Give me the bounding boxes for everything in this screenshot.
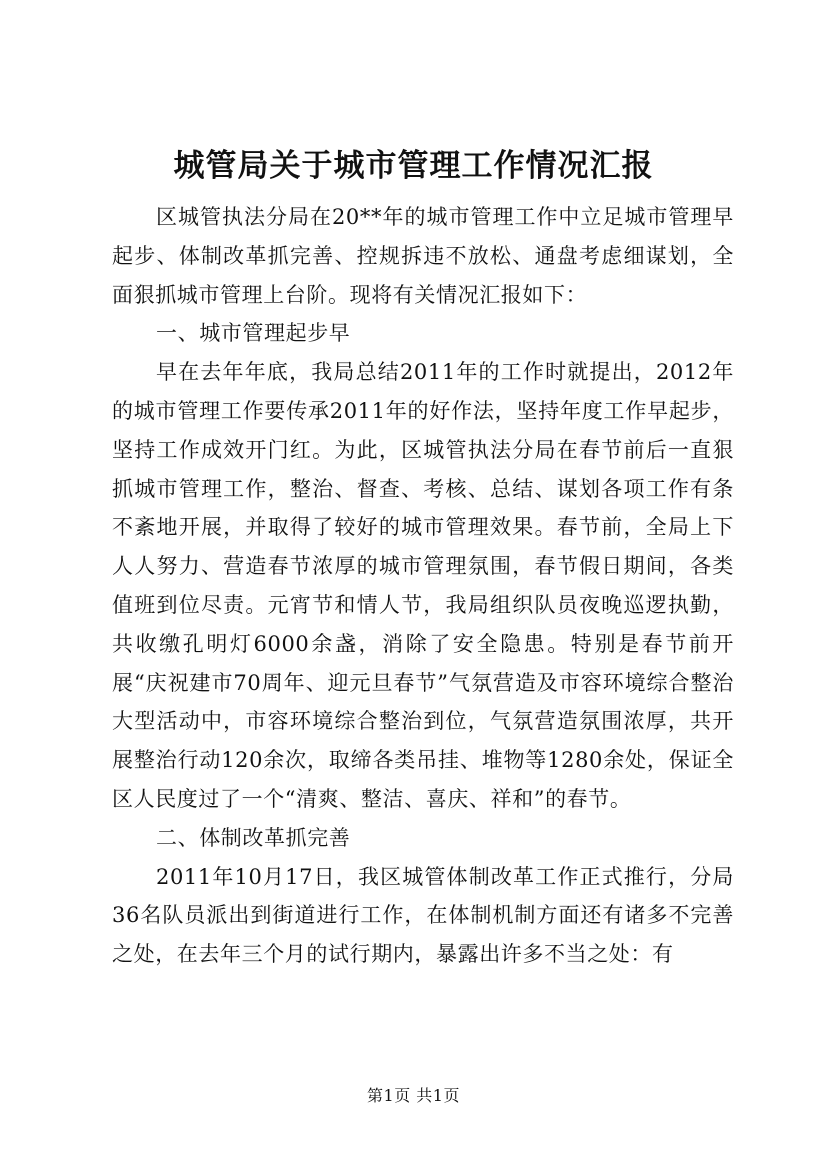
document-body (112, 198, 734, 974)
page-number-footer: 第1页 共1页 (367, 1086, 460, 1105)
section-heading-1: 一、城市管理起步早 (156, 321, 351, 346)
section-heading-2: 二、体制改革抓完善 (156, 825, 351, 850)
intro-paragraph: 区城管执法分局在20**年的城市管理工作中立足城市管理早起步、体制改革抓完善、控规拆违不放松、通盘考虑细谋划，全面狠抓城市管理上台阶。现将有关情况汇报如下： (112, 205, 734, 307)
section-2-paragraph: 2011年10月17日，我区城管体制改革工作正式推行，分局36名队员派出到街道进行工作，在体制机制方面还有诸多不完善之处，在去年三个月的试行期内，暴露出许多不当之处：有 (112, 864, 734, 967)
section-1-paragraph: 早在去年年底，我局总结2011年的工作时就提出，2012年的城市管理工作要传承2011年的好作法，坚持年度工作早起步，坚持工作成效开门红。为此，区城管执法分局在春节前后一直狠抓城市管理工作，整治、督查、考核、总结、谋划各项工作有条不紊地开展，并取得了较好的城市管理效果。春节前，全局上下人人努力、营造春节浓厚的城市管理氛围，春节假日期间，各类值班到位尽责。元宵节和情人节，我局组织队员夜晚巡逻执勤，共收缴孔明灯6000余盏，消除了安全隐患。特别是春节前开展“庆祝建市70周年、迎元旦春节”气氛营造及市容环境综合整治大型活动中，市容环境综合整治到位，气氛营造氛围浓厚，共开展整治行动120余次，取缔各类吊挂、堆物等1280余处，保证全区人民度过了一个“清爽、整洁、喜庆、祥和”的春节。 (112, 360, 734, 811)
document-title: 城管局关于城市管理工作情况汇报 (173, 148, 654, 184)
